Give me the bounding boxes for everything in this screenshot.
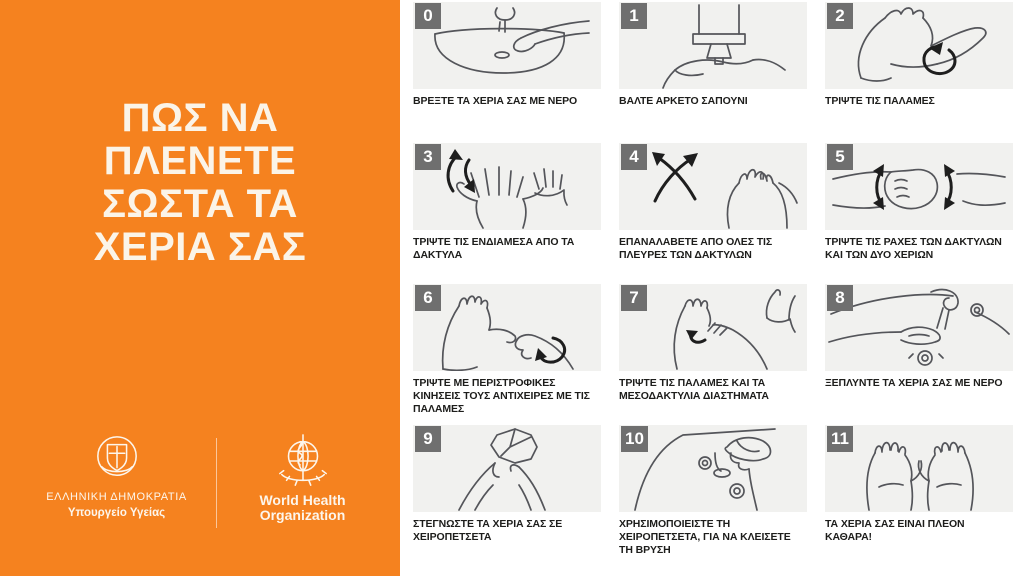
step-9-caption: ΣΤΕΓΝΩΣΤΕ ΤΑ ΧΕΡΙΑ ΣΑΣ ΣΕ ΧΕΙΡΟΠΕΤΣΕΤΑ <box>413 518 563 543</box>
rotational-thumb-rub-icon <box>413 284 601 371</box>
step-11-caption: ΤΑ ΧΕΡΙΑ ΣΑΣ ΕΙΝΑΙ ΠΛΕΟΝ ΚΑΘΑΡΑ! <box>825 518 965 543</box>
step-3 <box>413 143 601 284</box>
step-4-illustration <box>619 143 807 230</box>
step-number-badge: 5 <box>827 144 853 170</box>
step-number-badge: 9 <box>415 426 441 452</box>
step-6 <box>413 284 601 425</box>
step-5 <box>825 143 1013 284</box>
step-7 <box>619 284 807 425</box>
step-8-illustration <box>825 284 1013 371</box>
who-emblem-icon <box>274 432 332 490</box>
step-7-caption: ΤΡΙΨΤΕ ΤΙΣ ΠΑΛΑΜΕΣ ΚΑΙ ΤΑ ΜΕΣΟΔΑΚΤΥΛΙΑ ΔΙΑΣΤΗΜΑΤΑ <box>619 377 769 402</box>
step-3-caption: ΤΡΙΨΤΕ ΤΙΣ ΕΝΔΙΑΜΕΣΑ ΑΠΟ ΤΑ ΔΑΚΤΥΛΑ <box>413 236 575 261</box>
title-line: ΧΕΡΙΑ ΣΑΣ <box>93 225 307 269</box>
step-7-illustration <box>619 284 807 371</box>
step-number-badge: 6 <box>415 285 441 311</box>
step-1-illustration <box>619 2 807 89</box>
soap-dispenser-icon <box>619 2 807 89</box>
rub-backs-of-fingers-icon <box>825 143 1013 230</box>
step-number-badge: 2 <box>827 3 853 29</box>
step-4 <box>619 143 807 284</box>
step-11-illustration <box>825 425 1013 512</box>
step-2-illustration <box>825 2 1013 89</box>
step-6-illustration <box>413 284 601 371</box>
step-11 <box>825 425 1013 566</box>
gov-ministry-label: Υπουργείο Υγείας <box>67 507 166 519</box>
step-number-badge: 7 <box>621 285 647 311</box>
step-0-caption: ΒΡΕΞΤΕ ΤΑ ΧΕΡΙΑ ΣΑΣ ΜΕ ΝΕΡΟ <box>413 95 578 107</box>
step-9-illustration <box>413 425 601 512</box>
gov-name-label: ΕΛΛΗΝΙΚΗ ΔΗΜΟΚΡΑΤΙΑ <box>46 491 187 503</box>
step-number-badge: 0 <box>415 3 441 29</box>
footer-logos <box>0 432 400 528</box>
step-1 <box>619 2 807 143</box>
step-1-caption: ΒΑΛΤΕ ΑΡΚΕΤΟ ΣΑΠΟΥΝΙ <box>619 95 748 107</box>
step-number-badge: 4 <box>621 144 647 170</box>
step-3-illustration <box>413 143 601 230</box>
step-0 <box>413 2 601 143</box>
step-number-badge: 1 <box>621 3 647 29</box>
step-10-illustration <box>619 425 807 512</box>
who-name-label: World Health Organization <box>259 492 346 524</box>
step-5-caption: ΤΡΙΨΤΕ ΤΙΣ ΡΑΧΕΣ ΤΩΝ ΔΑΚΤΥΛΩΝ ΚΑΙ ΤΩΝ ΔΥΟ ΧΕΡΙΩΝ <box>825 236 1002 261</box>
step-2 <box>825 2 1013 143</box>
clean-hands-icon <box>825 425 1013 512</box>
step-number-badge: 10 <box>621 426 648 452</box>
step-6-caption: ΤΡΙΨΤΕ ΜΕ ΠΕΡΙΣΤΡΟΦΙΚΕΣ ΚΙΝΗΣΕΙΣ ΤΟΥΣ ΑΝΤΙΧΕΙΡΕΣ ΜΕ ΤΙΣ ΠΑΛΑΜΕΣ <box>413 377 590 415</box>
step-number-badge: 11 <box>827 426 853 452</box>
wet-hands-sink-icon <box>413 2 601 89</box>
rinse-hands-icon <box>825 284 1013 371</box>
step-2-caption: ΤΡΙΨΤΕ ΤΙΣ ΠΑΛΑΜΕΣ <box>825 95 935 107</box>
step-8 <box>825 284 1013 425</box>
rub-palms-icon <box>825 2 1013 89</box>
left-orange-panel <box>0 0 400 576</box>
logo-divider <box>216 438 217 528</box>
greek-government-logo <box>28 432 206 519</box>
title-line: ΣΩΣΤΑ ΤΑ <box>102 182 298 226</box>
step-8-caption: ΞΕΠΛΥΝΤΕ ΤΑ ΧΕΡΙΑ ΣΑΣ ΜΕ ΝΕΡΟ <box>825 377 1003 389</box>
step-5-illustration <box>825 143 1013 230</box>
fingertips-on-palm-icon <box>619 284 807 371</box>
steps-grid <box>413 2 1024 566</box>
greek-republic-emblem-icon <box>94 434 140 482</box>
poster-title <box>0 97 400 269</box>
step-4-caption: ΕΠΑΝΑΛΑΒΕΤΕ ΑΠΟ ΟΛΕΣ ΤΙΣ ΠΛΕΥΡΕΣ ΤΩΝ ΔΑΚΤΥΛΩΝ <box>619 236 773 261</box>
title-line: ΠΛΕΝΕΤΕ <box>103 139 297 183</box>
step-number-badge: 8 <box>827 285 853 311</box>
step-number-badge: 3 <box>415 144 441 170</box>
who-logo <box>233 432 373 524</box>
step-10-caption: ΧΡΗΣΙΜΟΠΟΙΕΙΣΤΕ ΤΗ ΧΕΙΡΟΠΕΤΣΕΤΑ, ΓΙΑ ΝΑ ΚΛΕΙΣΕΤΕ ΤΗ ΒΡΥΣΗ <box>619 518 791 556</box>
dry-hands-paper-towel-icon <box>413 425 601 512</box>
repeat-all-finger-sides-icon <box>619 143 807 230</box>
step-0-illustration <box>413 2 601 89</box>
step-9 <box>413 425 601 566</box>
rub-between-fingers-icon <box>413 143 601 230</box>
step-10 <box>619 425 807 566</box>
title-line: ΠΩΣ ΝΑ <box>121 96 279 140</box>
steps-panel <box>400 0 1024 576</box>
